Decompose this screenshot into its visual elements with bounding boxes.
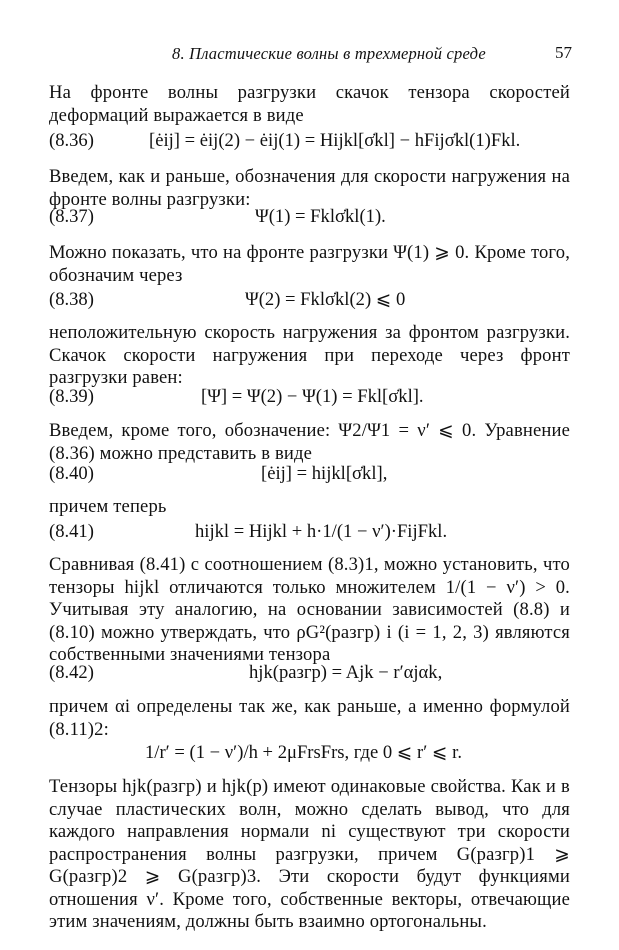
equation-number: (8.36) [49,130,94,151]
paragraph-3: Можно показать, что на фронте разгрузки Ψ(1) ⩾ 0. Кроме того, обозначим через [49,242,570,286]
paragraph-8: причем αi определены так же, как раньше, а именно формулой (8.11)2: [49,696,570,740]
equation-body: Ψ(1) = Fklσ̇kl(1). [255,206,386,227]
equation-8-41 [49,521,570,549]
paragraph-7: Сравнивая (8.41) с соотношением (8.3)1, можно установить, что тензоры hijkl отличаются только множителем 1/(1 − ν′) > 0. Учитывая эту аналогию, на основании зависимостей (8.8) и (8.10) можно утверждать, что ρG²(разгр) i (i = 1, 2, 3) являются собственными значениями тензора [49,554,570,665]
equation-number: (8.37) [49,206,94,227]
equation-number: (8.42) [49,662,94,683]
paragraph-2: Введем, как и раньше, обозначения для скорости нагружения на фронте волны разгрузки: [49,166,570,210]
equation-body: hijkl = Hijkl + h·1/(1 − ν′)·FijFkl. [195,521,448,542]
running-title: 8. Пластические волны в трехмерной среде [172,44,486,63]
equation-8-42 [49,662,570,690]
equation-8-37 [49,206,570,234]
equation-body: [ėij] = ėij(2) − ėij(1) = Hijkl[σ̇kl] − hFijσ̇kl(1)Fkl. [149,130,521,151]
paragraph-6: причем теперь [49,496,167,517]
equation-number: (8.41) [49,521,94,542]
equation-body: [ėij] = hijkl[σ̇kl], [261,463,388,484]
equation-8-40 [49,463,570,491]
equation-8-38 [49,289,570,317]
equation-8-36 [49,130,570,158]
equation-body: [Ψ] = Ψ(2) − Ψ(1) = Fkl[σ̇kl]. [201,386,424,407]
equation-r-prime [49,742,570,770]
equation-number: (8.38) [49,289,94,310]
equation-number: (8.40) [49,463,94,484]
paragraph-9: Тензоры hjk(разгр) и hjk(p) имеют одинаковые свойства. Как и в случае пластических волн, можно сделать вывод, что для каждого направления нормали ni существуют три скорости распространения волны разгрузки, причем G(разгр)1 ⩾ G(разгр)2 ⩾ G(разгр)3. Эти скорости будут функциями отношения ν′. Кроме того, собственные векторы, отвечающие этим значениям, должны быть взаимно ортогональны. [49,776,570,932]
paragraph-1: На фронте волны разгрузки скачок тензора скоростей деформаций выражается в виде [49,82,570,126]
paragraph-5: Введем, кроме того, обозначение: Ψ2/Ψ1 = ν′ ⩽ 0. Уравнение (8.36) можно представить в виде [49,420,570,464]
page-number: 57 [555,43,572,62]
equation-body: 1/r′ = (1 − ν′)/h + 2μFrsFrs, где 0 ⩽ r′ ⩽ r. [145,742,462,763]
equation-body: hjk(разгр) = Ajk − r′αjαk, [249,662,443,683]
equation-number: (8.39) [49,386,94,407]
paragraph-4: неположительную скорость нагружения за фронтом разгрузки. Скачок скорости нагружения при переходе через фронт разгрузки равен: [49,322,570,388]
equation-body: Ψ(2) = Fklσ̇kl(2) ⩽ 0 [245,289,406,310]
equation-8-39 [49,386,570,414]
